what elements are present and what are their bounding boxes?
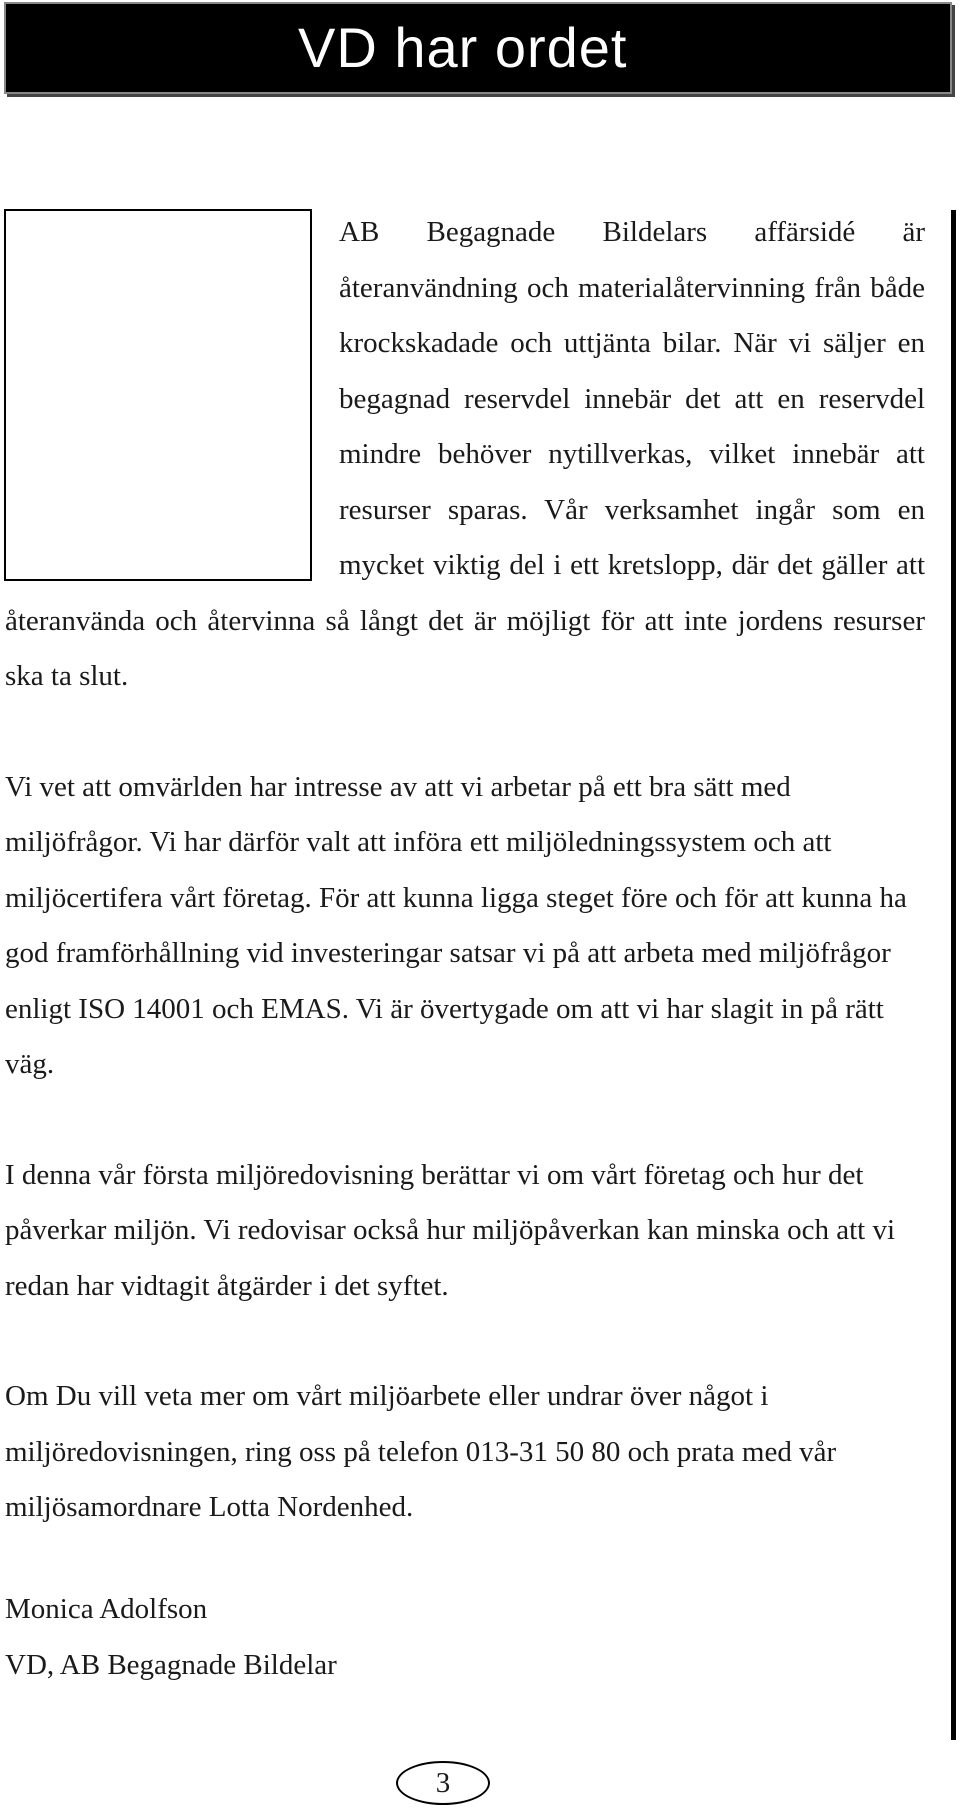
page-number: 3	[396, 1761, 490, 1805]
title-banner	[4, 2, 952, 94]
report-paragraph: I denna vår första miljöredovisning berättar vi om vårt företag och hur det påverkar miljön. Vi redovisar också hur miljöpåverkan kan minska och att vi redan har vidtagit åtgärder i det syftet.	[5, 1158, 896, 1302]
photo-wrap-spacer	[5, 205, 339, 577]
signature-title: VD, AB Begagnade Bildelar	[5, 1649, 337, 1681]
environment-paragraph: Vi vet att omvärlden har intresse av att vi arbetar på ett bra sätt med miljöfrågor. Vi har därför valt att införa ett miljöledningssystem och att miljöcertifera vårt företag. För att kunna ligga steget före och för att kunna ha god framförhållning vid investeringar satsar vi på att arbeta med miljöfrågor enligt ISO 14001 och EMAS. Vi är övertygade om att vi har slagit in på rätt väg.	[5, 770, 907, 1080]
contact-paragraph: Om Du vill veta mer om vårt miljöarbete eller undrar över något i miljöredovisningen, ring oss på telefon 013-31 50 80 och prata med vår miljösamordnare Lotta Nordenhed.	[5, 1380, 837, 1523]
intro-paragraph: AB Begagnade Bildelars affärsidé är återanvändning och materialåtervinning från både krockskadade och uttjänta bilar. När vi säljer en begagnad reservdel innebär det att en reservdel mindre behöver nytillverkas, vilket innebär att resurser sparas. Vår verksamhet ingår som en mycket viktig del i ett kretslopp, där det gäller att återanvända och återvinna så långt det är möjligt för att inte jordens resurser ska ta slut.	[5, 216, 925, 692]
article-body	[5, 205, 925, 1591]
signature-block	[5, 1581, 337, 1693]
page-title: VD har ordet	[298, 16, 628, 79]
signature-name: Monica Adolfson	[5, 1593, 208, 1625]
right-margin-rule	[951, 210, 956, 1740]
